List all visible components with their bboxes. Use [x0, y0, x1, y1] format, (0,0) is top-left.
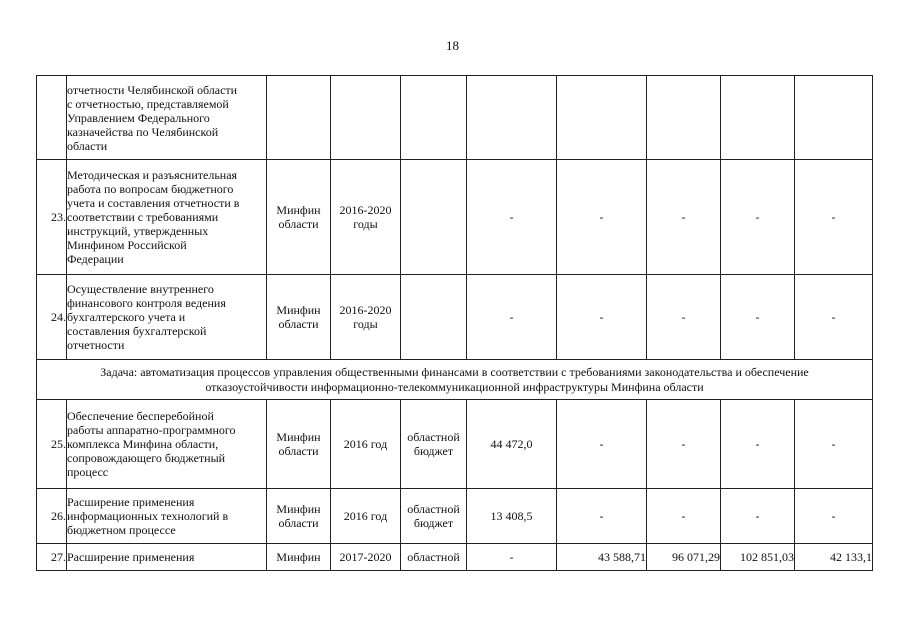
value-cell: -	[467, 160, 557, 275]
source-cell	[401, 160, 467, 275]
description-cell: Осуществление внутреннего финансового контроля ведения бухгалтерского учета и составления бухгалтерской отчетности	[67, 275, 267, 360]
value-cell: -	[467, 544, 557, 571]
value-cell: -	[647, 160, 721, 275]
value-cell: -	[721, 275, 795, 360]
value-cell: -	[647, 400, 721, 489]
value-cell: -	[795, 400, 873, 489]
value-cell: -	[795, 489, 873, 544]
value-cell: -	[721, 489, 795, 544]
row-number: 26.	[37, 489, 67, 544]
value-cell: -	[721, 400, 795, 489]
description-cell: Расширение применения информационных технологий в бюджетном процессе	[67, 489, 267, 544]
value-cell: -	[557, 400, 647, 489]
value-cell: -	[795, 160, 873, 275]
executor-cell: Минфин области	[267, 400, 331, 489]
source-cell: областной бюджет	[401, 400, 467, 489]
table-row	[37, 160, 873, 275]
period-cell: 2016-2020 годы	[331, 275, 401, 360]
task-cell: Задача: автоматизация процессов управления общественными финансами в соответствии с требованиями законодательства и обеспечение отказоустойчивости информационно-телекоммуникационной инфраструктуры Минфина области	[37, 360, 873, 400]
value-cell: -	[557, 160, 647, 275]
description-cell: Методическая и разъяснительная работа по вопросам бюджетного учета и составления отчетности в соответствии с требованиями инструкций, утвержденных Минфином Российской Федерации	[67, 160, 267, 275]
value-cell: 44 472,0	[467, 400, 557, 489]
period-cell: 2016 год	[331, 400, 401, 489]
source-cell	[401, 275, 467, 360]
row-number-cell	[37, 76, 67, 160]
value-cell: -	[557, 275, 647, 360]
value-cell: -	[795, 275, 873, 360]
executor-cell: Минфин области	[267, 275, 331, 360]
period-cell: 2017-2020	[331, 544, 401, 571]
description-cell: Обеспечение бесперебойной работы аппаратно-программного комплекса Минфина области, сопровождающего бюджетный процесс	[67, 400, 267, 489]
value-cell: 42 133,1	[795, 544, 873, 571]
table-row	[37, 400, 873, 489]
value-cell: -	[647, 275, 721, 360]
description-cell: Расширение применения	[67, 544, 267, 571]
value-cell: 102 851,03	[721, 544, 795, 571]
value-cell: -	[721, 160, 795, 275]
table-row	[37, 544, 873, 571]
task-row	[37, 360, 873, 400]
source-cell: областной бюджет	[401, 489, 467, 544]
value-cell: 96 071,29	[647, 544, 721, 571]
table-row	[37, 489, 873, 544]
row-number: 25.	[37, 400, 67, 489]
source-cell: областной	[401, 544, 467, 571]
value-cell: 13 408,5	[467, 489, 557, 544]
row-number: 23.	[37, 160, 67, 275]
value-cell: -	[647, 489, 721, 544]
row-number: 27.	[37, 544, 67, 571]
value-cell: 43 588,71	[557, 544, 647, 571]
executor-cell: Минфин области	[267, 489, 331, 544]
table-row-continuation	[37, 76, 873, 160]
period-cell: 2016 год	[331, 489, 401, 544]
value-cell: -	[467, 275, 557, 360]
value-cell: -	[557, 489, 647, 544]
executor-cell: Минфин	[267, 544, 331, 571]
row-number: 24.	[37, 275, 67, 360]
description-cell: отчетности Челябинской области с отчетностью, представляемой Управлением Федерального казначейства по Челябинской области	[67, 76, 267, 160]
executor-cell: Минфин области	[267, 160, 331, 275]
page-number: 18	[446, 38, 459, 53]
period-cell: 2016-2020 годы	[331, 160, 401, 275]
measures-table	[36, 75, 873, 571]
table-row	[37, 275, 873, 360]
